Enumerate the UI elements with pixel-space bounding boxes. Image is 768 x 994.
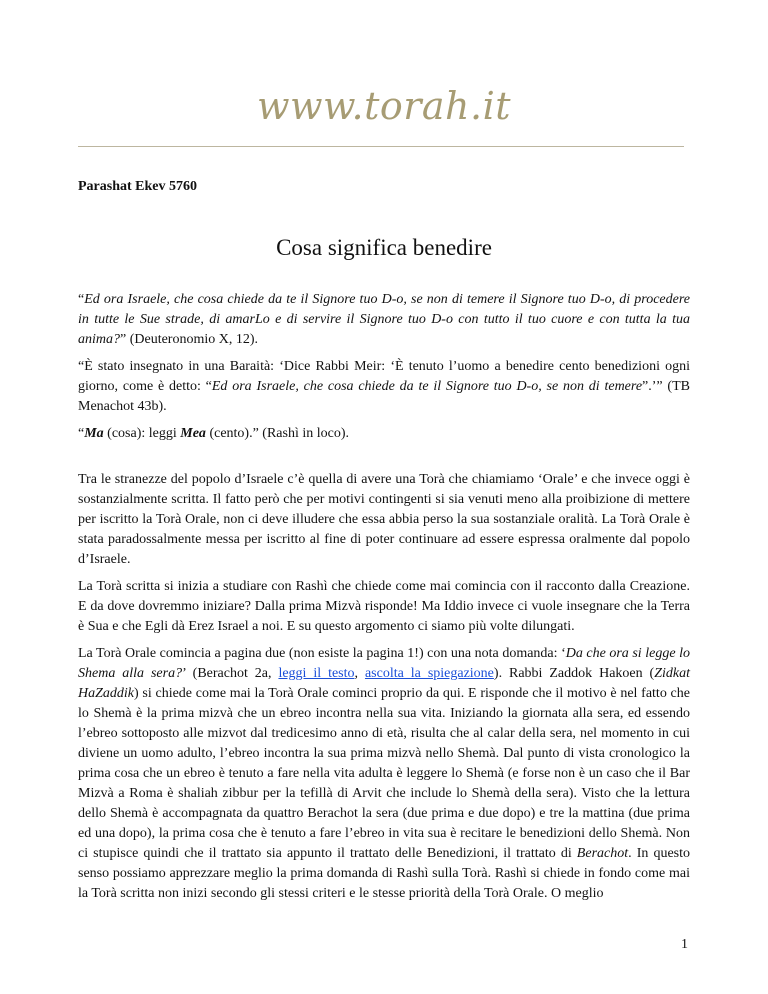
word-mea: Mea — [180, 426, 206, 441]
paragraph-text: ) si chiede come mai la Torà Orale cominci proprio da qui. E risponde che il motivo è nel fatto che lo Shemà è la prima mizvà che un ebreo incontra nella sua vita. Iniziando la giornata alla sera, ed essendo l’ebreo sottoposto alle mizvot dal tredicesimo anno di età, risulta che al calar della sera, nel momento in cui diviene un uomo adulto, l’ebreo incontra la sua prima mizvà nello Shemà. Dal punto di vista cronologico la prima cosa che un ebreo è tenuto a fare nella vita adulta è leggere lo Shemà (e forse non è un caso che il Bar Mizvà a Roma è shaliah zibbur per la tefillà di Arvit che include lo Shemà della sera). Visto che la lettura dello Shemà è accompagnata da quattro Berachot la sera (due prima e due dopo) e tre la mattina (due prima ed una dopo), la prima cosa che è tenuto a fare l’ebreo in vita sua è recitare le benedizioni dello Shemà. Non ci stupisce quindi che il trattato sia appunto il trattato delle Benedizioni, il trattato di — [78, 686, 690, 861]
quote-open-mark: “ — [78, 292, 85, 307]
quote-source: (cento).” (Rashì in loco). — [205, 426, 349, 441]
article-body — [78, 290, 690, 911]
quote-menachot — [78, 357, 690, 417]
header-divider — [78, 146, 684, 147]
quote-source: ”.’” (TB Menachot 43b). — [78, 379, 690, 414]
quote-deuteronomy — [78, 290, 690, 350]
quote-italic-text: Ed ora Israele, che cosa chiede da te il Signore tuo D-o, se non di temere — [211, 379, 643, 394]
paragraph-1: Tra le stranezze del popolo d’Israele c’è quella di avere una Torà che chiamiamo ‘Orale’ e che invece oggi è sostanzialmente scritta. Il fatto però che per motivi contingenti si sia venuti meno alla proibizione di mettere per iscritto la Torà Orale, non ci deve illudere che essa abbia perso la sua sostanziale oralità. La Torà Orale è stata paradossalmente messa per iscritto al fine di poter continuare ad essere espressa oralmente dal popolo d’Israele. — [78, 472, 690, 567]
site-title: www.torah.it — [256, 84, 512, 128]
paragraph-3 — [78, 644, 690, 904]
berachot-title: Berachot — [576, 846, 629, 861]
parasha-heading: Parashat Ekev 5760 — [78, 179, 197, 194]
listen-explanation-link[interactable]: ascolta la spiegazione — [364, 666, 494, 681]
article-title: Cosa significa benedire — [276, 235, 492, 260]
paragraph-2: La Torà scritta si inizia a studiare con Rashì che chiede come mai comincia con il racconto dalla Creazione. E da dove dovremmo iniziare? Dalla prima Mizvà risponde! Ma Iddio invece ci vuole insegnare che la Terra è Sua e che Egli dà Erez Israel a noi. E su questo argomento ci siamo più volte dilungati. — [78, 579, 690, 634]
quote-italic-text: Ed ora Israele, che cosa chiede da te il Signore tuo D-o, se non di temere il Signore tuo D-o, di procedere in tutte le Sue strade, di amarLo e di servire il Signore tuo D-o con tutto il tuo cuore e con tutta la tua anima? — [78, 292, 690, 347]
quote-source: ” (Deuteronomio X, 12). — [120, 332, 259, 347]
quote-open-mark: “ — [78, 426, 85, 441]
word-ma: Ma — [84, 426, 104, 441]
quote-text: (cosa): leggi — [103, 426, 181, 441]
paragraph-text: ’ (Berachot 2a, — [182, 666, 279, 681]
paragraph-text: . In questo senso possiamo apprezzare meglio la prima domanda di Rashì sulla Torà. Rashì si chiede in fondo come mai la Torà scritta non inizi secondo gli stessi criteri e le stesse priorità della Torà Orale. O meglio — [78, 846, 690, 901]
paragraph-text: La Torà Orale comincia a pagina due (non esiste la pagina 1!) con una nota domanda: ‘ — [78, 646, 566, 661]
paragraph-text: ). Rabbi Zaddok Hakoen ( — [493, 666, 655, 681]
shema-question: Da che ora si legge lo Shema alla sera? — [78, 646, 690, 681]
paragraph-text: , — [354, 666, 365, 681]
page-number: 1 — [681, 937, 688, 952]
zidkat-hazaddik-title: Zidkat HaZaddik — [78, 666, 691, 701]
read-text-link[interactable]: leggi il testo — [278, 666, 355, 681]
quote-text: “È stato insegnato in una Baraità: ‘Dice Rabbi Meir: ‘È tenuto l’uomo a benedire cento benedizioni ogni giorno, come è detto: “ — [78, 359, 690, 394]
quote-rashi — [78, 424, 690, 444]
